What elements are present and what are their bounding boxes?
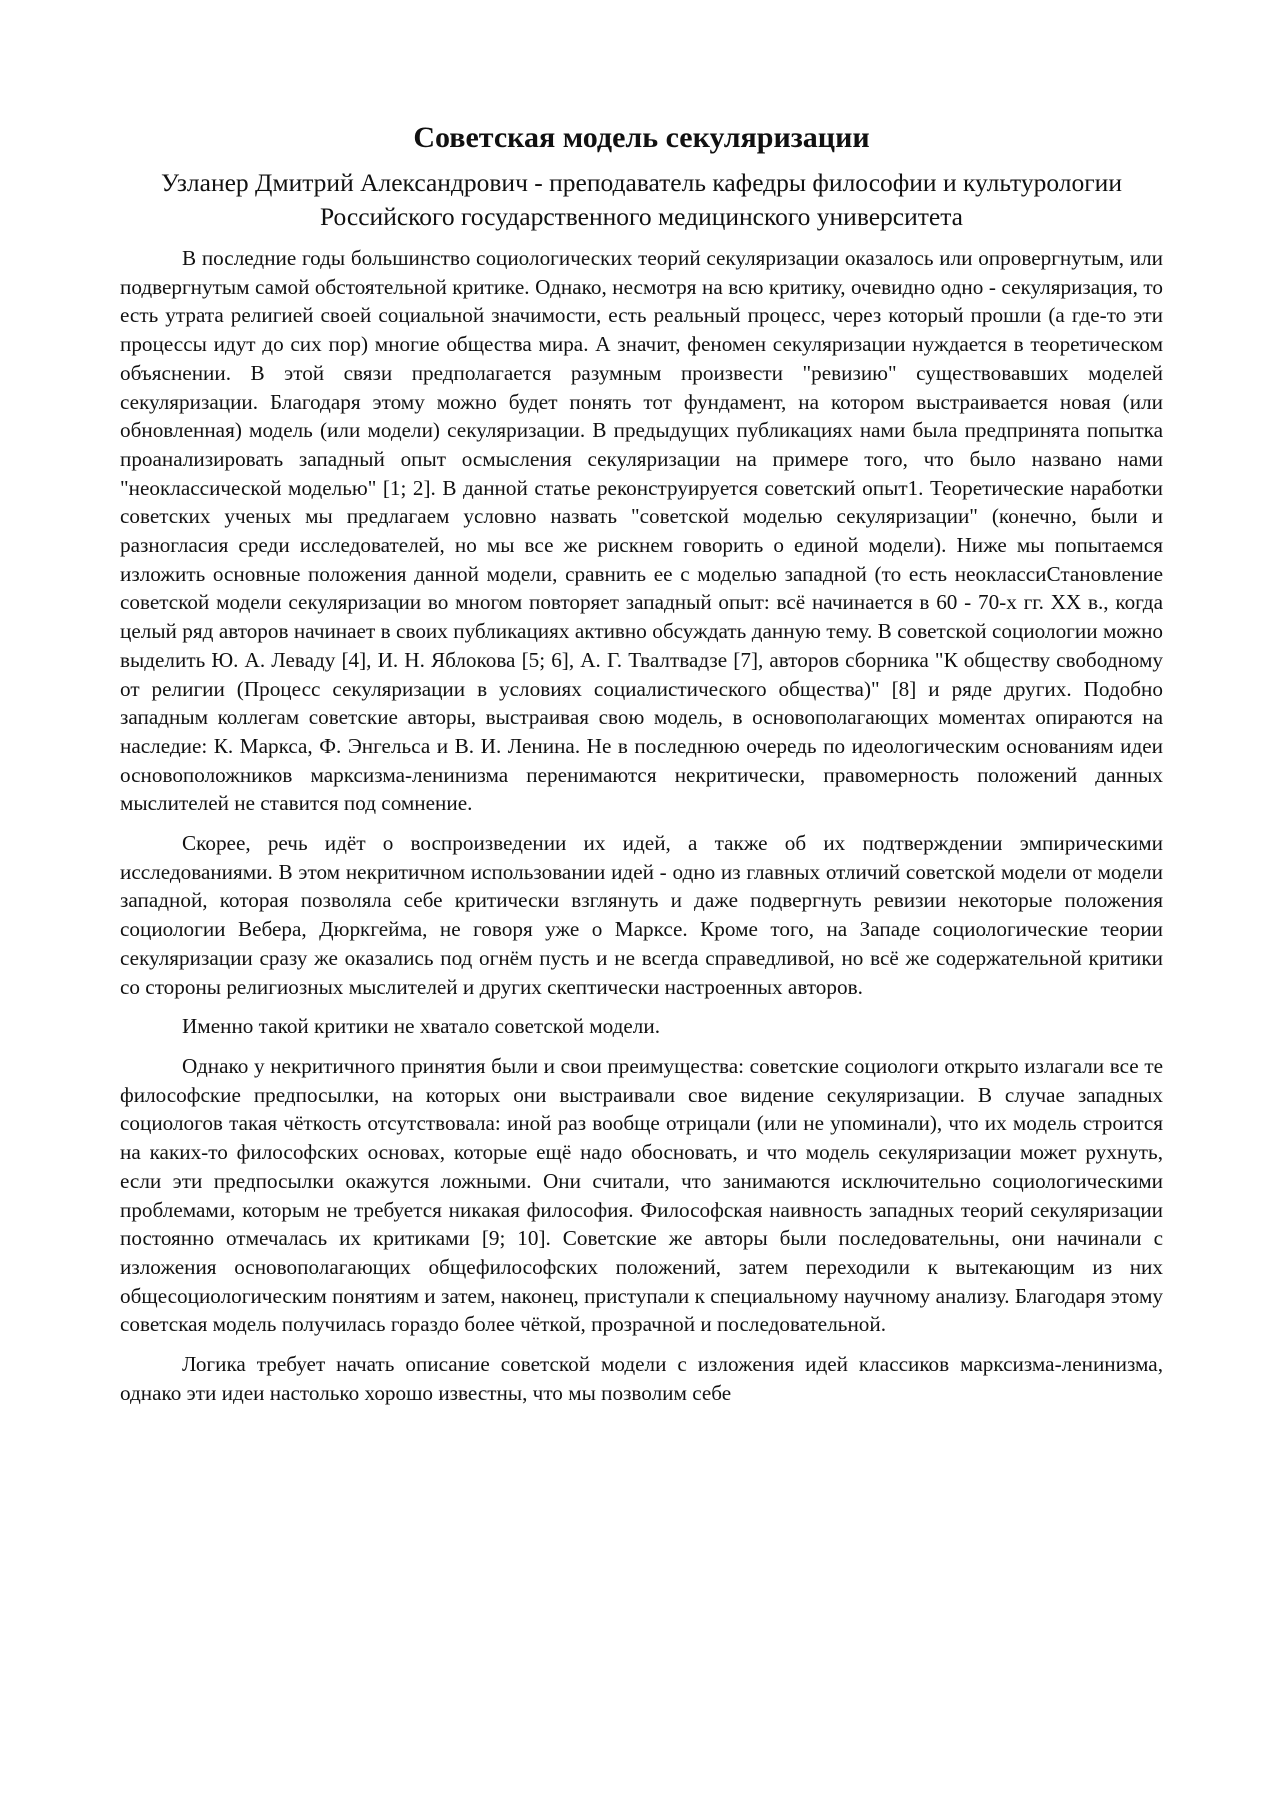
- paragraph: Логика требует начать описание советской модели с изложения идей классиков марксизма-ленинизма, однако эти идеи настолько хорошо известны, что мы позволим себе: [120, 1352, 1163, 1405]
- paragraph: Однако у некритичного принятия были и свои преимущества: советские социологи открыто излагали все те философские предпосылки, на которых они выстраивали свое видение секуляризации. В случае западных социологов такая чёткость отсутствовала: иной раз вообще отрицали (или не упоминали), что их модель строится на каких-то философских основах, которые ещё надо обосновать, и что модель секуляризации может рухнуть, если эти предпосылки окажутся ложными. Они считали, что занимаются исключительно социологическими проблемами, которым не требуется никакая философия. Философская наивность западных теорий секуляризации постоянно отмечалась их критиками [9; 10]. Советские же авторы были последовательны, они начинали с изложения основополагающих общефилософских положений, затем переходили к вытекающим из них общесоциологическим понятиям и затем, наконец, приступали к специальному научному анализу. Благодаря этому советская модель получилась гораздо более чёткой, прозрачной и последовательной.: [120, 1053, 1163, 1337]
- paragraph: Скорее, речь идёт о воспроизведении их идей, а также об их подтверждении эмпирическими исследованиями. В этом некритичном использовании идей - одно из главных отличий советской модели от модели западной, которая позволяла себе критически взглянуть и даже подвергнуть ревизии некоторые положения социологии Вебера, Дюркгейма, не говоря уже о Марксе. Кроме того, на Западе социологические теории секуляризации сразу же оказались под огнём пусть и не всегда справедливой, но всё же содержательной критики со стороны религиозных мыслителей и других скептически настроенных авторов.: [120, 831, 1163, 999]
- author-line: Узланер Дмитрий Александрович - преподаватель кафедры философии и культурологии Российского государственного медицинского университета: [161, 168, 1122, 231]
- document-page: [120, 118, 1163, 1418]
- paragraph: В последние годы большинство социологических теорий секуляризации оказалось или опровергнутым, или подвергнутым самой обстоятельной критике. Однако, несмотря на всю критику, очевидно одно - секуляризация, то есть утрата религией своей социальной значимости, есть реальный процесс, через который прошли (а где-то эти процессы идут до сих пор) многие общества мира. А значит, феномен секуляризации нуждается в теоретическом объяснении. В этой связи предполагается разумным произвести "ревизию" существовавших моделей секуляризации. Благодаря этому можно будет понять тот фундамент, на котором выстраивается новая (или обновленная) модель (или модели) секуляризации. В предыдущих публикациях нами была предпринята попытка проанализировать западный опыт осмысления секуляризации на примере того, что было названо нами "неоклассической моделью" [1; 2]. В данной статье реконструируется советский опыт1. Теоретические наработки советских ученых мы предлагаем условно назвать "советской моделью секуляризации" (конечно, были и разногласия среди исследователей, но мы все же рискнем говорить о единой модели). Ниже мы попытаемся изложить основные положения данной модели, сравнить ее с моделью западной (то есть неоклассиСтановление советской модели секуляризации во многом повторяет западный опыт: всё начинается в 60 - 70-х гг. XX в., когда целый ряд авторов начинает в своих публикациях активно обсуждать данную тему. В советской социологии можно выделить Ю. А. Леваду [4], И. Н. Яблокова [5; 6], А. Г. Твалтвадзе [7], авторов сборника "К обществу свободному от религии (Процесс секуляризации в условиях социалистического общества)" [8] и ряде других. Подобно западным коллегам советские авторы, выстраивая свою модель, в основополагающих моментах опираются на наследие: К. Маркса, Ф. Энгельса и В. И. Ленина. Не в последнюю очередь по идеологическим основаниям идеи основоположников марксизма-ленинизма перенимаются некритически, правомерность положений данных мыслителей не ставится под сомнение.: [120, 246, 1163, 816]
- paragraph: Именно такой критики не хватало советской модели.: [182, 1014, 661, 1039]
- document-title: Советская модель секуляризации: [413, 121, 870, 154]
